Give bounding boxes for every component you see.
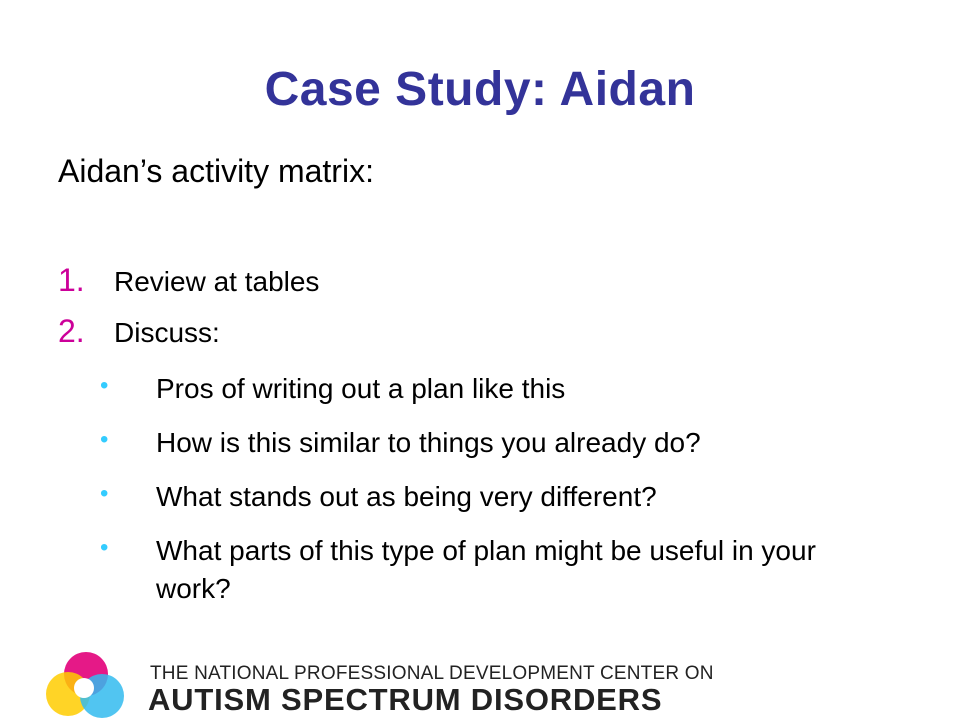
bullet-icon: • [100, 372, 109, 399]
bullet-item-2 [100, 424, 900, 462]
org-name-line1: THE NATIONAL PROFESSIONAL DEVELOPMENT CENTER ON [150, 663, 714, 684]
item-text: Discuss: [114, 317, 220, 348]
bullet-item-4 [100, 532, 900, 608]
intro-text: Aidan’s activity matrix: [58, 153, 374, 189]
npdc-logo-icon [40, 650, 132, 720]
item-number: 2. [58, 313, 85, 349]
bullet-icon: • [100, 534, 109, 561]
item-number: 1. [58, 262, 85, 298]
bullet-text: How is this similar to things you already do? [156, 427, 701, 458]
bullet-icon: • [100, 426, 109, 453]
bullet-item-3 [100, 478, 900, 516]
numbered-item-1 [58, 262, 319, 299]
bullet-text: What parts of this type of plan might be useful in your work? [156, 535, 816, 604]
bullet-text: Pros of writing out a plan like this [156, 373, 566, 404]
bullet-icon: • [100, 480, 109, 507]
bullet-item-1 [100, 370, 900, 408]
item-text: Review at tables [114, 266, 320, 297]
slide-title: Case Study: Aidan [264, 63, 696, 116]
numbered-item-2 [58, 313, 220, 350]
bullet-text: What stands out as being very different? [156, 481, 657, 512]
org-name-line2: AUTISM SPECTRUM DISORDERS [148, 682, 663, 717]
